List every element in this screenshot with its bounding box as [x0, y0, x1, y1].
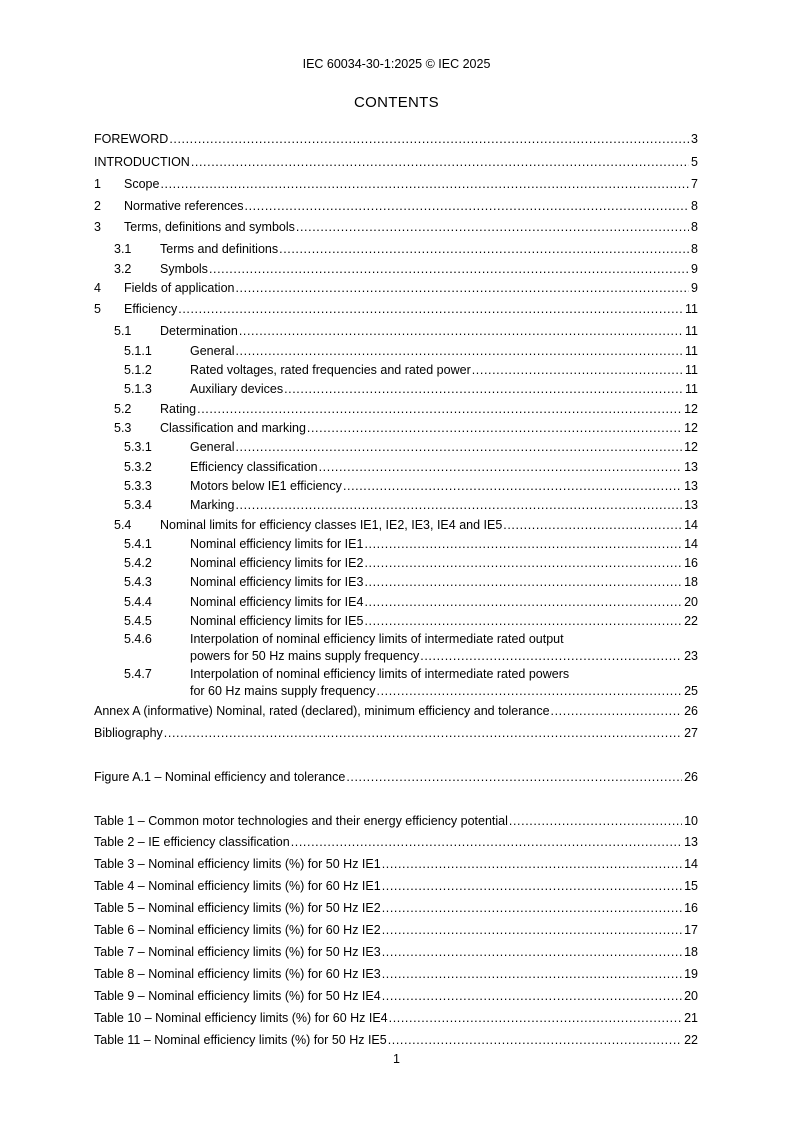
toc-entry-number: 4 — [94, 281, 101, 295]
toc-entry-title: Table 7 – Nominal efficiency limits (%) for 50 Hz IE3 — [94, 945, 381, 959]
toc-entry-title: FOREWORD — [94, 132, 169, 146]
toc-entry[interactable] — [190, 536, 698, 552]
toc-entry-page: 16 — [684, 901, 698, 915]
toc-entry[interactable] — [94, 813, 698, 829]
dot-leader — [296, 219, 689, 235]
toc-entry-title: Auxiliary devices — [190, 382, 284, 396]
toc-entry[interactable] — [190, 594, 698, 610]
document-header: IEC 60034-30-1:2025 © IEC 2025 — [302, 57, 491, 71]
toc-entry-title: Nominal limits for efficiency classes IE1, IE2, IE3, IE4 and IE5 — [160, 518, 503, 532]
toc-entry-page: 14 — [684, 518, 698, 532]
toc-entry-page: 11 — [685, 382, 698, 396]
toc-entry-title: Table 5 – Nominal efficiency limits (%) for 50 Hz IE2 — [94, 901, 381, 915]
toc-entry-page: 18 — [684, 945, 698, 959]
toc-entry[interactable] — [160, 401, 698, 417]
toc-entry-page: 12 — [684, 421, 698, 435]
toc-entry-page: 12 — [684, 402, 698, 416]
toc-entry[interactable] — [124, 219, 698, 235]
toc-entry[interactable] — [190, 459, 698, 475]
toc-entry[interactable] — [94, 154, 698, 170]
toc-entry-page: 11 — [685, 344, 698, 358]
toc-entry[interactable] — [94, 988, 698, 1004]
toc-entry-number: 5 — [94, 302, 101, 316]
toc-entry[interactable] — [94, 1032, 698, 1048]
toc-entry-title: Terms and definitions — [160, 242, 279, 256]
toc-entry-page: 23 — [684, 649, 698, 663]
toc-entry-number: 3.1 — [114, 242, 132, 256]
toc-entry-number: 5.3.2 — [124, 460, 152, 474]
dot-leader — [164, 725, 682, 741]
toc-entry-title: Table 3 – Nominal efficiency limits (%) for 50 Hz IE1 — [94, 857, 381, 871]
toc-entry-number: 5.4.2 — [124, 556, 152, 570]
dot-leader — [307, 420, 682, 436]
toc-entry-number: 3.2 — [114, 262, 132, 276]
dot-leader — [382, 922, 682, 938]
toc-entry-number: 5.4.5 — [124, 614, 152, 628]
toc-entry-number: 5.3 — [114, 421, 132, 435]
dot-leader — [284, 381, 683, 397]
toc-entry-number: 5.2 — [114, 402, 132, 416]
toc-entry-number: 5.4.7 — [124, 667, 152, 681]
toc-entry[interactable] — [94, 1010, 698, 1026]
toc-entry[interactable] — [190, 683, 698, 699]
toc-entry-title: Nominal efficiency limits for IE3 — [190, 575, 364, 589]
toc-entry-title: Table 1 – Common motor technologies and their energy efficiency potential — [94, 814, 508, 828]
toc-entry-title: Nominal efficiency limits for IE2 — [190, 556, 364, 570]
toc-entry-number: 5.4.1 — [124, 537, 152, 551]
dot-leader — [420, 648, 682, 664]
dot-leader — [472, 362, 683, 378]
toc-entry-title: Efficiency classification — [190, 460, 318, 474]
toc-entry[interactable] — [94, 878, 698, 894]
toc-entry-page: 17 — [684, 923, 698, 937]
toc-entry[interactable] — [94, 703, 698, 719]
toc-entry-number: 5.1.2 — [124, 363, 152, 377]
toc-entry[interactable] — [190, 343, 698, 359]
toc-entry-page: 8 — [691, 199, 698, 213]
toc-entry-title: Table 4 – Nominal efficiency limits (%) for 60 Hz IE1 — [94, 879, 381, 893]
toc-entry[interactable] — [94, 725, 698, 741]
dot-leader — [160, 176, 689, 192]
toc-entry-page: 19 — [684, 967, 698, 981]
toc-entry[interactable] — [94, 834, 698, 850]
dot-leader — [364, 536, 682, 552]
toc-entry-page: 7 — [691, 177, 698, 191]
toc-entry[interactable] — [190, 478, 698, 494]
toc-entry-page: 27 — [684, 726, 698, 740]
toc-entry-page: 26 — [684, 770, 698, 784]
toc-entry-page: 11 — [685, 324, 698, 338]
dot-leader — [382, 856, 682, 872]
toc-entry-page: 8 — [691, 242, 698, 256]
dot-leader — [551, 703, 683, 719]
toc-entry-title: Determination — [160, 324, 238, 338]
toc-entry[interactable] — [94, 966, 698, 982]
toc-entry-page: 13 — [684, 460, 698, 474]
toc-entry-number: 5.3.1 — [124, 440, 152, 454]
toc-entry[interactable] — [190, 555, 698, 571]
toc-entry[interactable] — [190, 648, 698, 664]
toc-entry-number: 5.4 — [114, 518, 132, 532]
toc-entry-page: 21 — [684, 1011, 698, 1025]
toc-entry-number: 3 — [94, 220, 101, 234]
dot-leader — [239, 323, 683, 339]
dot-leader — [235, 497, 682, 513]
toc-entry-title: Table 8 – Nominal efficiency limits (%) for 60 Hz IE3 — [94, 967, 381, 981]
toc-entry[interactable] — [124, 301, 698, 317]
dot-leader — [364, 613, 682, 629]
toc-entry-title: Table 9 – Nominal efficiency limits (%) for 50 Hz IE4 — [94, 989, 381, 1003]
toc-entry[interactable] — [94, 922, 698, 938]
toc-entry[interactable] — [94, 131, 698, 147]
toc-entry-title: Rated voltages, rated frequencies and rated power — [190, 363, 471, 377]
toc-entry-title: Figure A.1 – Nominal efficiency and tolerance — [94, 770, 346, 784]
toc-entry[interactable] — [160, 517, 698, 533]
toc-entry-title: Table 6 – Nominal efficiency limits (%) for 60 Hz IE2 — [94, 923, 381, 937]
toc-entry-title: Fields of application — [124, 281, 235, 295]
toc-entry-title: Terms, definitions and symbols — [124, 220, 295, 234]
page-title: CONTENTS — [354, 94, 439, 111]
toc-entry[interactable] — [190, 381, 698, 397]
toc-entry-page: 12 — [684, 440, 698, 454]
dot-leader — [209, 261, 689, 277]
toc-entry-number: 5.1.1 — [124, 344, 152, 358]
toc-entry-page: 25 — [684, 684, 698, 698]
toc-entry-page: 13 — [684, 479, 698, 493]
toc-entry-page: 8 — [691, 220, 698, 234]
toc-entry-number: 5.1 — [114, 324, 132, 338]
toc-entry-title: powers for 50 Hz mains supply frequency — [190, 649, 420, 663]
dot-leader — [346, 769, 682, 785]
toc-entry-title: Efficiency — [124, 302, 178, 316]
toc-entry-number: 1 — [94, 177, 101, 191]
toc-entry[interactable] — [94, 944, 698, 960]
toc-entry-title-line: Interpolation of nominal efficiency limits of intermediate rated powers — [190, 667, 570, 681]
toc-entry-number: 5.4.4 — [124, 595, 152, 609]
toc-entry-number: 2 — [94, 199, 101, 213]
toc-entry-title: Nominal efficiency limits for IE1 — [190, 537, 364, 551]
dot-leader — [245, 198, 690, 214]
toc-entry-number: 5.3.3 — [124, 479, 152, 493]
toc-entry-title: Table 2 – IE efficiency classification — [94, 835, 290, 849]
dot-leader — [382, 900, 682, 916]
toc-entry-title: Annex A (informative) Nominal, rated (declared), minimum efficiency and tolerance — [94, 704, 550, 718]
toc-entry[interactable] — [160, 420, 698, 436]
toc-entry[interactable] — [190, 574, 698, 590]
toc-entry-number: 5.1.3 — [124, 382, 152, 396]
toc-entry-page: 20 — [684, 989, 698, 1003]
toc-entry-number: 5.4.6 — [124, 632, 152, 646]
dot-leader — [382, 966, 682, 982]
dot-leader — [279, 241, 689, 257]
toc-entry-title: General — [190, 440, 235, 454]
dot-leader — [291, 834, 682, 850]
toc-entry[interactable] — [190, 497, 698, 513]
toc-entry-page: 14 — [684, 537, 698, 551]
toc-entry[interactable] — [94, 900, 698, 916]
toc-entry[interactable] — [124, 176, 698, 192]
toc-entry-title: Nominal efficiency limits for IE4 — [190, 595, 364, 609]
toc-entry-title: Motors below IE1 efficiency — [190, 479, 342, 493]
toc-entry-title: Normative references — [124, 199, 244, 213]
toc-entry-page: 3 — [691, 132, 698, 146]
toc-entry-page: 13 — [684, 835, 698, 849]
toc-entry[interactable] — [160, 261, 698, 277]
toc-entry[interactable] — [160, 241, 698, 257]
toc-entry-page: 16 — [684, 556, 698, 570]
toc-entry-title-line: Interpolation of nominal efficiency limits of intermediate rated output — [190, 632, 564, 646]
toc-entry-title: for 60 Hz mains supply frequency — [190, 684, 376, 698]
toc-entry-title: Bibliography — [94, 726, 163, 740]
toc-entry-page: 18 — [684, 575, 698, 589]
toc-entry-page: 26 — [684, 704, 698, 718]
dot-leader — [197, 401, 682, 417]
toc-entry-page: 11 — [685, 363, 698, 377]
toc-entry-title: Symbols — [160, 262, 208, 276]
dot-leader — [235, 343, 683, 359]
toc-entry-title: Classification and marking — [160, 421, 306, 435]
dot-leader — [377, 683, 683, 699]
dot-leader — [364, 574, 682, 590]
dot-leader — [343, 478, 682, 494]
dot-leader — [382, 878, 682, 894]
dot-leader — [191, 154, 689, 170]
dot-leader — [509, 813, 682, 829]
toc-entry[interactable] — [94, 769, 698, 785]
toc-entry-title: General — [190, 344, 235, 358]
dot-leader — [235, 280, 689, 296]
toc-entry-page: 22 — [684, 1033, 698, 1047]
toc-entry-page: 20 — [684, 595, 698, 609]
toc-entry[interactable] — [160, 323, 698, 339]
dot-leader — [388, 1032, 682, 1048]
toc-entry-page: 9 — [691, 262, 698, 276]
dot-leader — [382, 944, 682, 960]
toc-entry-title: Marking — [190, 498, 235, 512]
page-number: 1 — [393, 1052, 400, 1066]
toc-entry-title: INTRODUCTION — [94, 155, 190, 169]
dot-leader — [169, 131, 689, 147]
toc-entry[interactable] — [190, 613, 698, 629]
toc-entry[interactable] — [124, 198, 698, 214]
toc-entry-title: Nominal efficiency limits for IE5 — [190, 614, 364, 628]
toc-entry-page: 11 — [685, 302, 698, 316]
dot-leader — [389, 1010, 682, 1026]
dot-leader — [364, 594, 682, 610]
toc-entry[interactable] — [94, 856, 698, 872]
dot-leader — [382, 988, 682, 1004]
toc-entry-title: Scope — [124, 177, 160, 191]
toc-entry-page: 22 — [684, 614, 698, 628]
dot-leader — [235, 439, 682, 455]
toc-entry-page: 9 — [691, 281, 698, 295]
toc-entry-number: 5.3.4 — [124, 498, 152, 512]
toc-entry-page: 13 — [684, 498, 698, 512]
toc-entry-page: 15 — [684, 879, 698, 893]
toc-entry[interactable] — [124, 280, 698, 296]
toc-entry[interactable] — [190, 439, 698, 455]
toc-entry[interactable] — [190, 362, 698, 378]
toc-entry-title: Table 11 – Nominal efficiency limits (%) for 50 Hz IE5 — [94, 1033, 387, 1047]
toc-entry-page: 10 — [684, 814, 698, 828]
toc-entry-title: Rating — [160, 402, 197, 416]
toc-entry-page: 5 — [691, 155, 698, 169]
dot-leader — [503, 517, 682, 533]
dot-leader — [319, 459, 682, 475]
toc-entry-title: Table 10 – Nominal efficiency limits (%) for 60 Hz IE4 — [94, 1011, 388, 1025]
dot-leader — [364, 555, 682, 571]
toc-entry-page: 14 — [684, 857, 698, 871]
dot-leader — [178, 301, 683, 317]
toc-entry-number: 5.4.3 — [124, 575, 152, 589]
